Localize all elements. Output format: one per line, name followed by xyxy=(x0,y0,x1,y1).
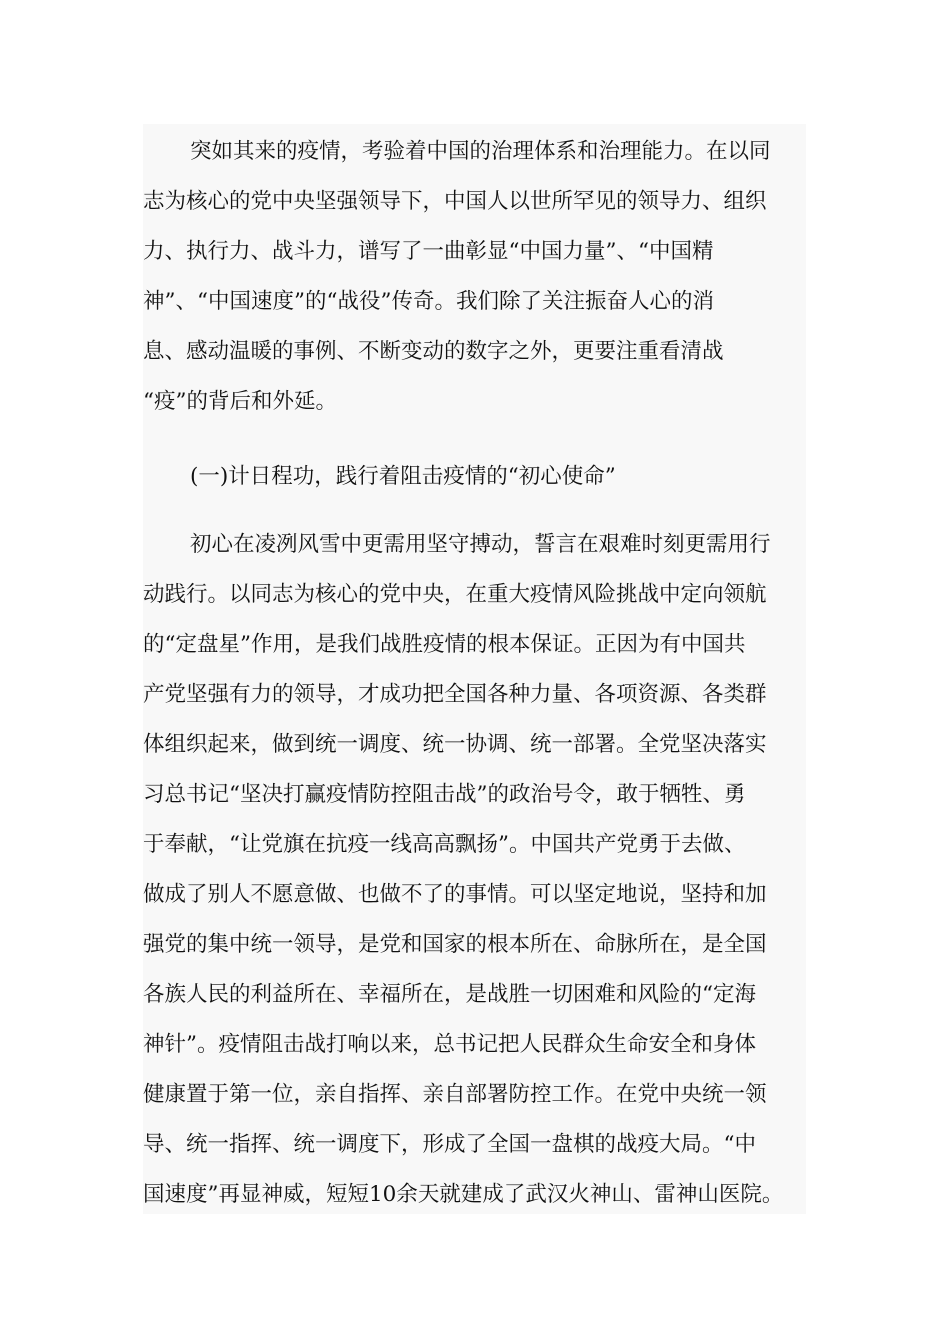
paragraph-2-line-3: 的“定盘星”作用，是我们战胜疫情的根本保证。正因为有中国共 xyxy=(143,632,746,657)
paragraph-1-line-1: 突如其来的疫情，考验着中国的治理体系和治理能力。在以同 xyxy=(190,139,771,164)
paragraph-2-line-4: 产党坚强有力的领导，才成功把全国各种力量、各项资源、各类群 xyxy=(143,682,767,707)
paragraph-2-line-12: 健康置于第一位，亲自指挥、亲自部署防控工作。在党中央统一领 xyxy=(143,1082,767,1107)
paragraph-2-line-6: 习总书记“坚决打赢疫情防控阻击战”的政治号令，敢于牺牲、勇 xyxy=(143,782,746,807)
paragraph-2-line-14: 国速度”再显神威，短短10余天就建成了武汉火神山、雷神山医院。 xyxy=(143,1182,784,1207)
paragraph-2-line-11: 神针”。疫情阻击战打响以来，总书记把人民群众生命安全和身体 xyxy=(143,1032,756,1057)
paragraph-1-line-6: “疫”的背后和外延。 xyxy=(143,389,337,414)
paragraph-2-line-13: 导、统一指挥、统一调度下，形成了全国一盘棋的战疫大局。“中 xyxy=(143,1132,756,1157)
paragraph-2-line-7: 于奉献，“让党旗在抗疫一线高高飘扬”。中国共产党勇于去做、 xyxy=(143,832,746,857)
paragraph-1-line-3: 力、执行力、战斗力，谱写了一曲彰显“中国力量”、“中国精 xyxy=(143,239,714,264)
paragraph-2-line-5: 体组织起来，做到统一调度、统一协调、统一部署。全党坚决落实 xyxy=(143,732,767,757)
paragraph-2-line-8: 做成了别人不愿意做、也做不了的事情。可以坚定地说，坚持和加 xyxy=(143,882,767,907)
paragraph-1-line-5: 息、感动温暖的事例、不断变动的数字之外，更要注重看清战 xyxy=(143,339,724,364)
paragraph-2-line-10: 各族人民的利益所在、幸福所在，是战胜一切困难和风险的“定海 xyxy=(143,982,756,1007)
paragraph-2-line-2: 动践行。以同志为核心的党中央，在重大疫情风险挑战中定向领航 xyxy=(143,582,767,607)
paragraph-1-line-4: 神”、“中国速度”的“战役”传奇。我们除了关注振奋人心的消 xyxy=(143,289,714,314)
paragraph-2-line-1: 初心在凌冽风雪中更需用坚守搏动，誓言在艰难时刻更需用行 xyxy=(190,532,771,557)
section-heading: (一)计日程功，践行着阻击疫情的“初心使命” xyxy=(190,464,616,489)
paragraph-2-line-9: 强党的集中统一领导，是党和国家的根本所在、命脉所在，是全国 xyxy=(143,932,767,957)
paragraph-1-line-2: 志为核心的党中央坚强领导下，中国人以世所罕见的领导力、组织 xyxy=(143,189,767,214)
